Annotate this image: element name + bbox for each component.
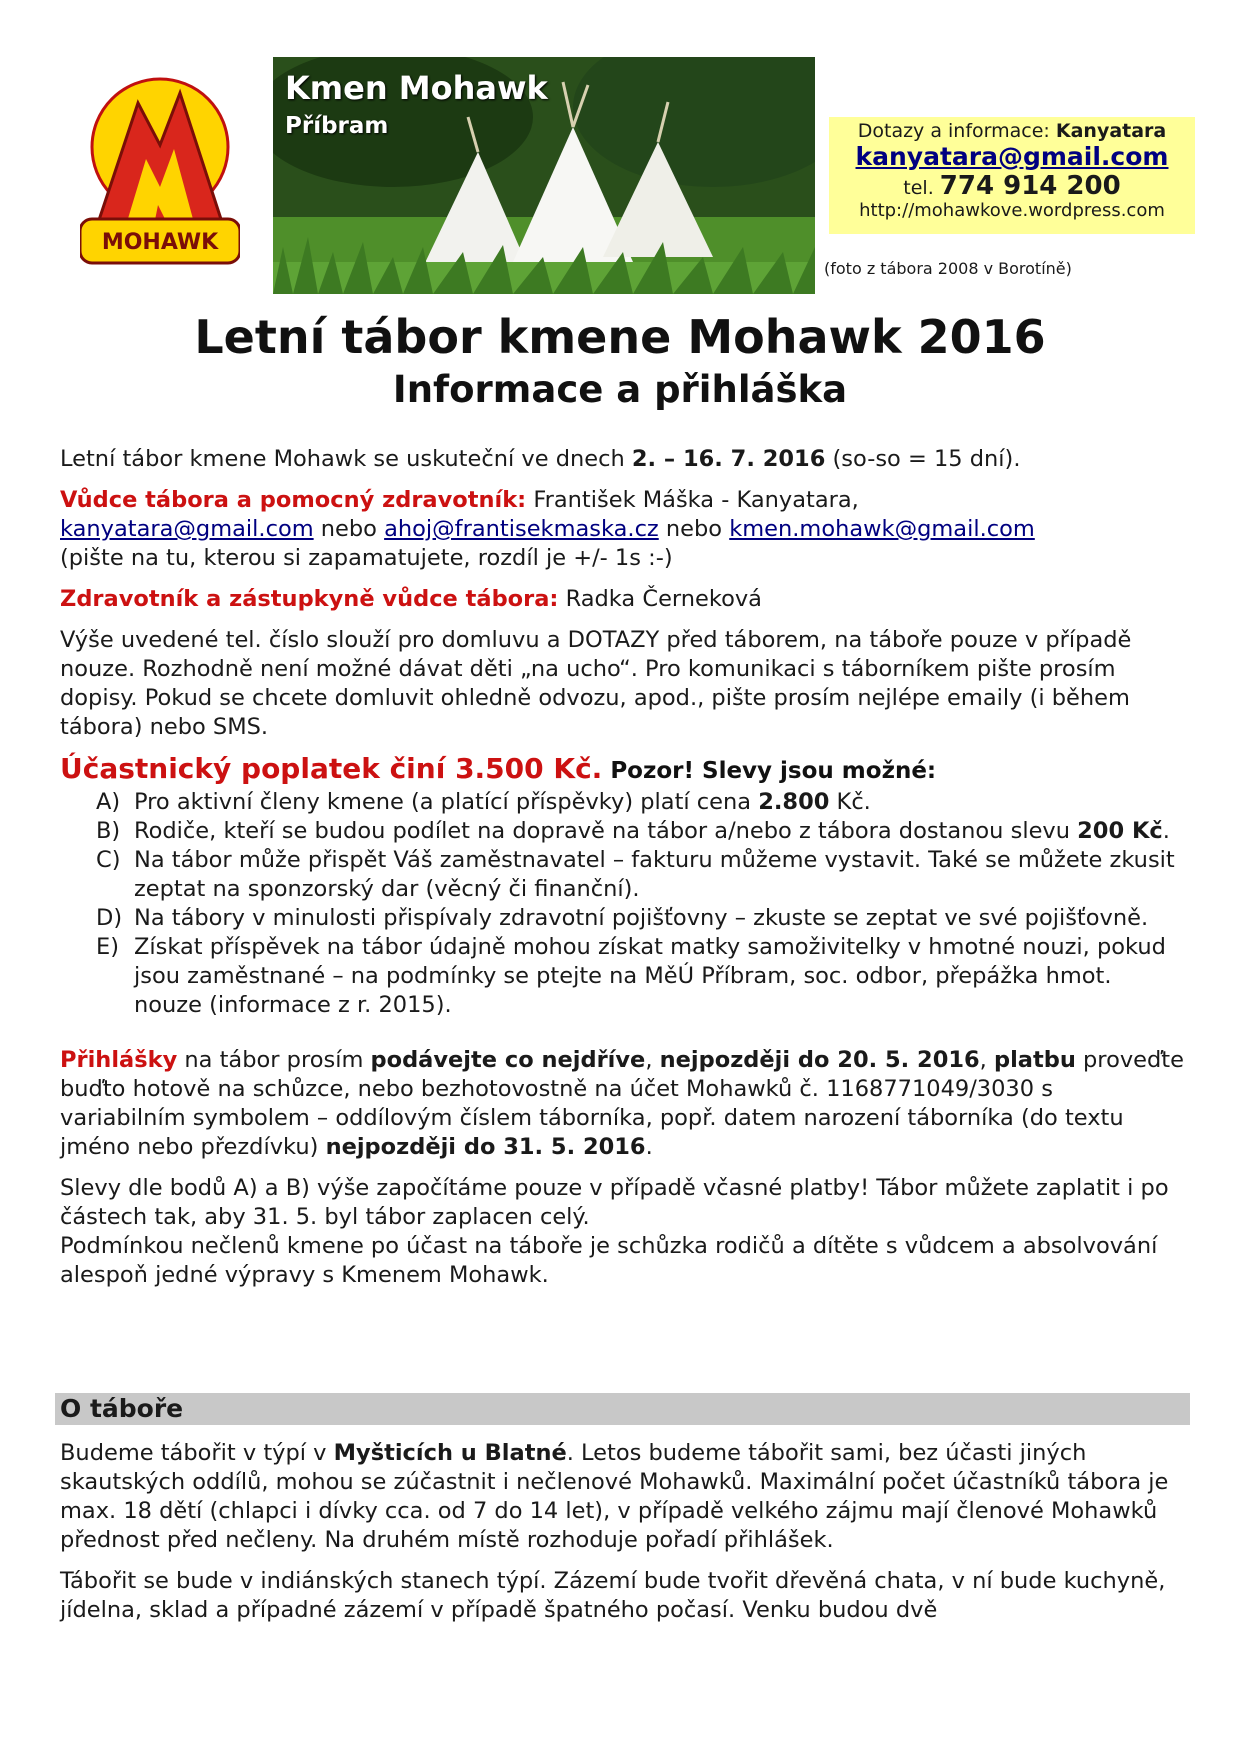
medic-paragraph [60, 585, 1185, 614]
contact-email-link[interactable]: kanyatara@gmail.com [855, 141, 1169, 171]
contact-box [829, 117, 1195, 234]
medic-label: Zdravotník a zástupkyně vůdce tábora: [60, 586, 559, 612]
discount-item [60, 904, 1185, 933]
email-link-kanyatara[interactable]: kanyatara@gmail.com [60, 516, 314, 542]
discount-marker: B) [96, 818, 121, 844]
discount-text: Rodiče, kteří se budou podílet na dopravě na tábor a/nebo z tábora dostanou slevu [134, 818, 1078, 844]
registration-bold: platbu [993, 1047, 1076, 1073]
discount-bold: 200 Kč [1077, 818, 1163, 844]
contact-phone-row [829, 172, 1195, 202]
registration-text: proveďte buďto hotově na schůzce, nebo bezhotovostně na účet Mohawků č. 1168771049/3030 s variabilním symbolem – oddílovým číslem táborníka, popř. datem narození táborníka (do textu jméno nebo přezdívku) [60, 1047, 1184, 1160]
discount-text-end: Kč. [829, 789, 871, 815]
contact-tel-label: tel. [903, 176, 940, 199]
contact-row [829, 117, 1195, 143]
fee-note: Pozor! Slevy jsou možné: [602, 758, 937, 784]
email-link-kmen[interactable]: kmen.mohawk@gmail.com [729, 516, 1035, 542]
about-paragraph [60, 1439, 1185, 1555]
camp-location: Myšticích u Blatné [333, 1440, 567, 1466]
phone-note-paragraph: Výše uvedené tel. číslo slouží pro domluvu a DOTAZY před táborem, na táboře pouze v případě nouze. Rozhodně není možné dávat děti „na ucho“. Pro komunikaci s táborníkem pište prosím dopisy. Pokud se chcete domluvit ohledně odvozu, apod., pište prosím nejlépe emaily (i během tábora) nebo SMS. [60, 627, 1132, 740]
intro-paragraph [60, 445, 1185, 474]
discount-marker: A) [96, 789, 121, 815]
photo-caption: (foto z tábora 2008 v Borotíně) [824, 259, 1072, 278]
fee-heading-row [60, 754, 1185, 786]
payment-deadline: nejpozději do 31. 5. 2016 [325, 1134, 646, 1160]
section-heading-bar [55, 1393, 1190, 1425]
email-separator: nebo [658, 516, 730, 542]
contact-web: http://mohawkove.wordpress.com [859, 200, 1165, 222]
discount-text: Na tábor může přispět Váš zaměstnavatel – fakturu můžeme vystavit. Také se můžete zkusit zeptat na sponzorský dar (věcný či finanční). [134, 847, 1175, 902]
leader-label: Vůdce tábora a pomocný zdravotník: [60, 487, 527, 513]
discount-marker: C) [96, 847, 121, 873]
about-paragraph: Tábořit se bude v indiánských stanech týpí. Zázemí bude tvořit dřevěná chata, v ní bude kuchyně, jídelna, sklad a případné zázemí v případě špatného počasí. Venku budou dvě [60, 1568, 1166, 1623]
intro-dates: 2. – 16. 7. 2016 [631, 446, 826, 472]
about-camp-content [60, 1439, 1185, 1637]
page-subtitle: Informace a přihláška [392, 368, 848, 411]
about-text: . Letos budeme tábořit sami, bez účasti jiných skautských oddílů, mohou se zúčastnit i nečlenové Mohawků. Maximální počet účastníků tábora je max. 18 dětí (chlapci i dívky cca. od 7 do 14 let), v případě velkého zájmu mají členové Mohawků přednost před nečleny. Na druhém místě rozhoduje pořadí přihlášek. [60, 1440, 1169, 1553]
main-content [60, 445, 1185, 1302]
photo-subtitle: Příbram [285, 113, 389, 139]
registration-text: , [979, 1047, 994, 1073]
nonmember-note: Podmínkou nečlenů kmene po účast na táboře je schůzka rodičů a dítěte s vůdcem a absolvování alespoň jedné výpravy s Kmenem Mohawk. [60, 1233, 1158, 1288]
discount-marker: D) [96, 905, 123, 931]
section-heading: O táboře [60, 1394, 184, 1423]
registration-bold: podávejte co nejdříve [370, 1047, 646, 1073]
discount-item [60, 846, 1185, 904]
discount-list [60, 788, 1185, 1020]
discount-text: Získat příspěvek na tábor údajně mohou získat matky samoživitelky v hmotné nouzi, pokud jsou zaměstnané – na podmínky se ptejte na MěÚ Příbram, soc. odbor, přepážka hmot. nouze (informace z r. 2015). [134, 934, 1166, 1018]
discount-item [60, 817, 1185, 846]
leader-note: (pište na tu, kterou si zapamatujete, rozdíl je +/- 1s :-) [60, 545, 673, 571]
registration-text: na tábor prosím [177, 1047, 371, 1073]
logo-text: MOHAWK [101, 230, 219, 255]
discount-bold: 2.800 [758, 789, 830, 815]
leader-name: František Máška - Kanyatara, [526, 487, 859, 513]
discount-marker: E) [96, 934, 119, 960]
camp-photo [273, 57, 815, 294]
discount-text: Pro aktivní členy kmene (a platící příspěvky) platí cena [134, 789, 759, 815]
about-text: Budeme tábořit v týpí v [60, 1440, 334, 1466]
contact-label: Dotazy a informace: [857, 120, 1056, 142]
photo-title: Kmen Mohawk [285, 69, 548, 107]
discount-item [60, 788, 1185, 817]
discount-text: Na tábory v minulosti přispívaly zdravotní pojišťovny – zkuste se zeptat ve své pojišťovně. [134, 905, 1149, 931]
intro-text-end: (so-so = 15 dní). [825, 446, 1021, 472]
mohawk-logo [80, 75, 240, 275]
discount-text-end: . [1162, 818, 1170, 844]
registration-paragraph [60, 1046, 1185, 1162]
registration-text: , [645, 1047, 660, 1073]
discount-note-paragraph [60, 1174, 1185, 1290]
contact-tel: 774 914 200 [939, 170, 1121, 201]
registration-label: Přihlášky [60, 1047, 178, 1073]
page-title: Letní tábor kmene Mohawk 2016 [194, 310, 1046, 364]
fee-heading: Účastnický poplatek činí 3.500 Kč. [60, 752, 603, 785]
medic-name: Radka Černeková [558, 586, 762, 612]
email-link-ahoj[interactable]: ahoj@frantisekmaska.cz [384, 516, 659, 542]
contact-name: Kanyatara [1055, 120, 1167, 142]
registration-deadline: nejpozději do 20. 5. 2016 [659, 1047, 980, 1073]
discount-note: Slevy dle bodů A) a B) výše započítáme pouze v případě včasné platby! Tábor můžete zaplatit i po částech tak, aby 31. 5. byl tábor zaplacen celý. [60, 1175, 1169, 1230]
registration-text: . [645, 1134, 653, 1160]
email-separator: nebo [313, 516, 385, 542]
leader-paragraph [60, 486, 1185, 573]
discount-item [60, 933, 1185, 1020]
intro-text: Letní tábor kmene Mohawk se uskuteční ve dnech [60, 446, 632, 472]
